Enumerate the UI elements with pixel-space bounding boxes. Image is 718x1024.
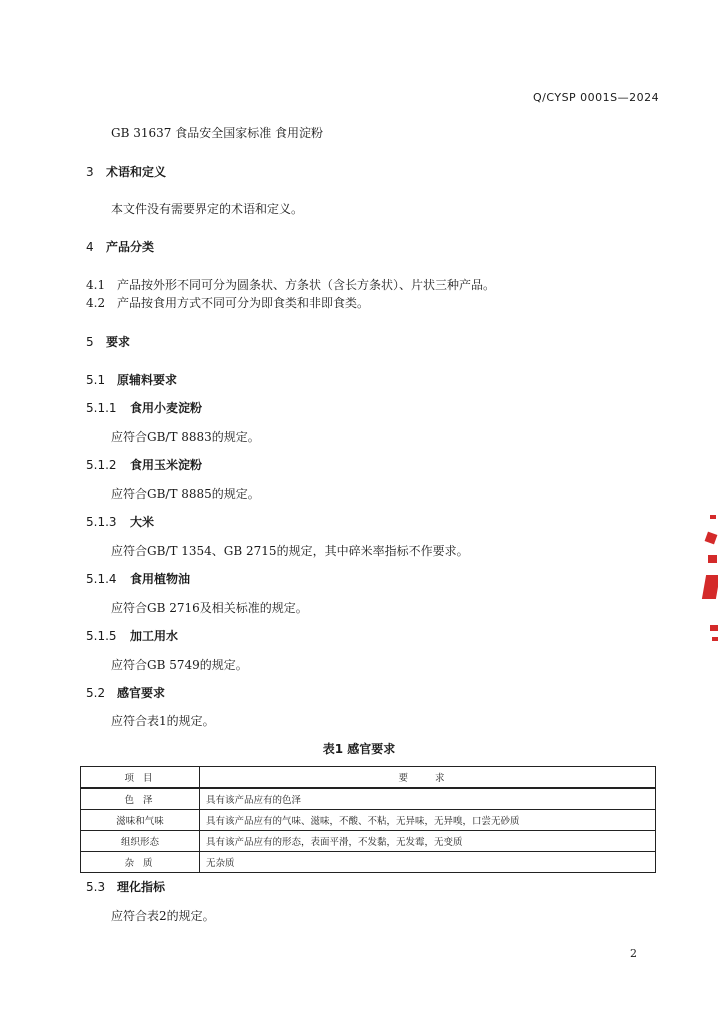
section-5-1-5-text: 应符合GB 5749的规定。 [111,658,248,672]
clause-number: 4.1 [86,278,106,292]
section-4-heading [86,238,154,255]
row-requirement-cell: 具有该产品应有的形态，表面平滑，不发黏，无发霉，无变质 [200,831,656,852]
table-header-row [81,767,656,789]
section-5-1-3-heading [86,513,154,530]
section-number: 5.3 [86,880,106,894]
page-number: 2 [630,947,637,960]
table-row [81,831,656,852]
section-number: 5.1.4 [86,572,117,586]
row-requirement-cell: 具有该产品应有的气味、滋味，不酸、不粘，无异味，无异嗅，口尝无砂质 [200,810,656,831]
table-row [81,852,656,873]
row-item-cell: 滋味和气味 [81,810,200,831]
section-title: 食用植物油 [130,572,191,586]
row-requirement-cell: 无杂质 [200,852,656,873]
section-number: 3 [86,165,94,179]
section-number: 5.1.3 [86,515,117,529]
row-item-cell: 组织形态 [81,831,200,852]
section-5-1-2-text: 应符合GB/T 8885的规定。 [111,487,260,501]
row-item-cell: 色 泽 [81,788,200,810]
section-title: 加工用水 [130,629,179,643]
section-5-3-text: 应符合表2的规定。 [111,909,215,923]
section-number: 5 [86,335,94,349]
section-title: 食用玉米淀粉 [130,458,203,472]
clause-text: 产品按外形不同可分为圆条状、方条状（含长方条状）、片状三种产品。 [117,278,496,292]
section-title: 理化指标 [117,880,166,894]
section-5-1-3-text: 应符合GB/T 1354、GB 2715的规定，其中碎米率指标不作要求。 [111,544,469,558]
section-title: 食用小麦淀粉 [130,401,203,415]
clause-4-1 [86,276,495,293]
section-3-heading [86,163,166,180]
seal-stamp-fragment [700,515,718,645]
document-number: Q/CYSP 0001S—2024 [533,91,660,104]
row-item-cell: 杂 质 [81,852,200,873]
section-5-1-1-heading [86,399,202,416]
section-5-1-2-heading [86,456,202,473]
column-header-item: 项 目 [81,767,200,789]
section-number: 5.2 [86,686,106,700]
section-5-heading [86,333,130,350]
section-title: 原辅料要求 [117,373,178,387]
clause-4-2 [86,294,369,311]
section-5-1-1-text: 应符合GB/T 8883的规定。 [111,430,260,444]
section-5-3-heading [86,878,165,895]
section-title: 感官要求 [117,686,166,700]
section-title: 要求 [106,335,131,349]
clause-number: 4.2 [86,296,106,310]
reference-standard-line: GB 31637 食品安全国家标准 食用淀粉 [111,126,324,140]
section-number: 4 [86,240,94,254]
section-number: 5.1.2 [86,458,117,472]
section-title: 大米 [130,515,155,529]
section-5-1-4-text: 应符合GB 2716及相关标准的规定。 [111,601,308,615]
table-row [81,788,656,810]
section-title: 产品分类 [106,240,155,254]
sensory-requirements-table [80,766,656,873]
section-5-1-heading [86,371,177,388]
section-number: 5.1.5 [86,629,117,643]
section-3-text: 本文件没有需要界定的术语和定义。 [111,202,304,216]
section-5-1-4-heading [86,570,190,587]
section-number: 5.1 [86,373,106,387]
clause-text: 产品按食用方式不同可分为即食类和非即食类。 [117,296,370,310]
section-5-2-heading [86,684,165,701]
section-number: 5.1.1 [86,401,117,415]
section-title: 术语和定义 [106,165,167,179]
section-5-1-5-heading [86,627,178,644]
table-1-caption: 表1 感官要求 [322,742,396,756]
table-row [81,810,656,831]
section-5-2-text: 应符合表1的规定。 [111,714,215,728]
row-requirement-cell: 具有该产品应有的色泽 [200,788,656,810]
column-header-requirement: 要 求 [200,767,656,789]
